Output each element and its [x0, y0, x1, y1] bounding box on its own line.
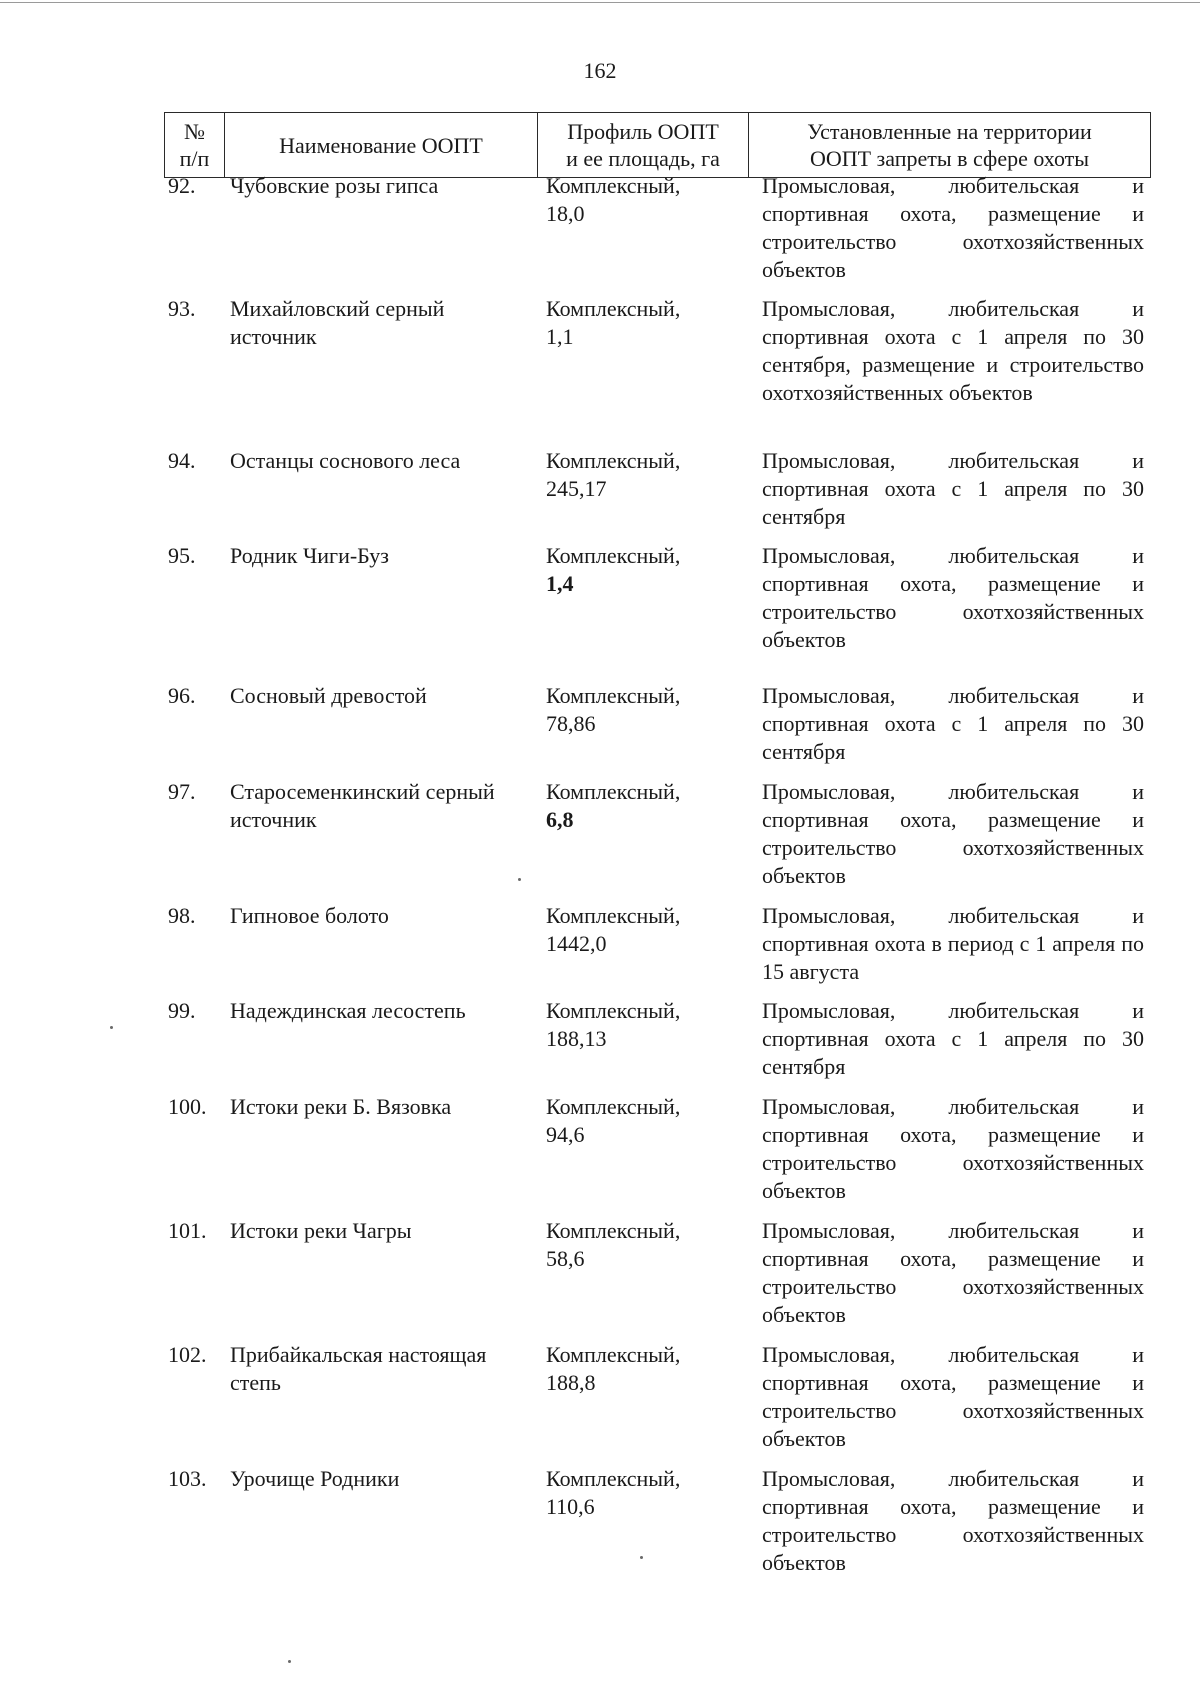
row-profile-type: Комплексный,	[546, 296, 681, 321]
row-area: 188,8	[546, 1370, 596, 1395]
row-bans: Промысловая, любительская и спортивная охота, размещение и строительство охотхозяйственных объектов	[762, 779, 1144, 888]
row-profile-type: Комплексный,	[546, 1094, 681, 1119]
row-name: Чубовские розы гипса	[230, 173, 439, 198]
row-profile-type: Комплексный,	[546, 1342, 681, 1367]
row-profile-type: Комплексный,	[546, 903, 681, 928]
header-name: Наименование ООПТ	[225, 113, 538, 178]
row-area: 1,4	[546, 571, 574, 596]
row-name: Урочище Родники	[230, 1466, 400, 1491]
row-name: Сосновый древостой	[230, 683, 427, 708]
row-area: 1442,0	[546, 931, 607, 956]
row-number: 100.	[168, 1094, 207, 1119]
row-profile-type: Комплексный,	[546, 448, 681, 473]
row-bans: Промысловая, любительская и спортивная охота, размещение и строительство охотхозяйственных объектов	[762, 543, 1144, 652]
row-area: 188,13	[546, 1026, 607, 1051]
row-area: 110,6	[546, 1494, 595, 1519]
row-bans: Промысловая, любительская и спортивная охота, размещение и строительство охотхозяйственных объектов	[762, 173, 1144, 282]
row-number: 102.	[168, 1342, 207, 1367]
row-profile	[546, 295, 746, 351]
row-profile	[546, 1093, 746, 1149]
row-profile	[546, 902, 746, 958]
row-name: Старосеменкинский серный источник	[230, 779, 495, 832]
row-number: 96.	[168, 683, 196, 708]
scan-speck	[640, 1556, 643, 1559]
row-number: 93.	[168, 296, 196, 321]
row-bans: Промысловая, любительская и спортивная охота с 1 апреля по 30 сентября	[762, 683, 1144, 764]
row-number: 103.	[168, 1466, 207, 1491]
row-number: 95.	[168, 543, 196, 568]
row-number: 99.	[168, 998, 196, 1023]
row-profile	[546, 682, 746, 738]
row-area: 1,1	[546, 324, 574, 349]
row-profile-type: Комплексный,	[546, 779, 681, 804]
row-number: 98.	[168, 903, 196, 928]
row-area: 58,6	[546, 1246, 585, 1271]
row-name: Истоки реки Чагры	[230, 1218, 412, 1243]
row-area: 78,86	[546, 711, 596, 736]
row-profile-type: Комплексный,	[546, 543, 681, 568]
row-profile	[546, 997, 746, 1053]
header-bans-line1: Установленные на территории	[807, 119, 1092, 144]
row-profile-type: Комплексный,	[546, 1466, 681, 1491]
scan-speck	[110, 1026, 113, 1029]
row-name: Прибайкальская настоящая степь	[230, 1342, 487, 1395]
row-profile	[546, 778, 746, 834]
row-bans: Промысловая, любительская и спортивная охота в период с 1 апреля по 15 августа	[762, 903, 1144, 984]
row-area: 18,0	[546, 201, 585, 226]
scan-speck	[288, 1660, 291, 1663]
scan-speck	[518, 878, 521, 881]
row-profile	[546, 1465, 746, 1521]
row-name: Гипновое болото	[230, 903, 389, 928]
row-bans: Промысловая, любительская и спортивная охота, размещение и строительство охотхозяйственных объектов	[762, 1094, 1144, 1203]
row-number: 97.	[168, 779, 196, 804]
row-profile	[546, 1341, 746, 1397]
row-profile	[546, 447, 746, 503]
row-name: Останцы соснового леса	[230, 448, 461, 473]
header-profile-line1: Профиль ООПТ	[567, 119, 719, 144]
row-profile	[546, 542, 746, 598]
row-name: Истоки реки Б. Вязовка	[230, 1094, 452, 1119]
page-number: 162	[583, 58, 617, 83]
row-area: 245,17	[546, 476, 607, 501]
row-bans: Промысловая, любительская и спортивная охота, размещение и строительство охотхозяйственных объектов	[762, 1218, 1144, 1327]
row-name: Михайловский серный источник	[230, 296, 445, 349]
row-profile-type: Комплексный,	[546, 173, 681, 198]
row-bans: Промысловая, любительская и спортивная охота с 1 апреля по 30 сентября	[762, 998, 1144, 1079]
row-number: 92.	[168, 173, 196, 198]
row-number: 101.	[168, 1218, 207, 1243]
row-name: Родник Чиги-Буз	[230, 543, 389, 568]
row-bans: Промысловая, любительская и спортивная охота, размещение и строительство охотхозяйственных объектов	[762, 1466, 1144, 1575]
row-profile-type: Комплексный,	[546, 998, 681, 1023]
header-bans-line2: ООПТ запреты в сфере охоты	[809, 146, 1090, 171]
row-bans: Промысловая, любительская и спортивная охота с 1 апреля по 30 сентября	[762, 448, 1144, 529]
row-number: 94.	[168, 448, 196, 473]
row-profile-type: Комплексный,	[546, 683, 681, 708]
header-number-abbrev: п/п	[179, 146, 210, 171]
row-area: 94,6	[546, 1122, 585, 1147]
row-profile-type: Комплексный,	[546, 1218, 681, 1243]
row-name: Надеждинская лесостепь	[230, 998, 466, 1023]
row-bans: Промысловая, любительская и спортивная охота, размещение и строительство охотхозяйственных объектов	[762, 1342, 1144, 1451]
row-area: 6,8	[546, 807, 574, 832]
header-number-symbol: №	[184, 119, 205, 144]
row-bans: Промысловая, любительская и спортивная охота с 1 апреля по 30 сентября, размещение и строительство охотхозяйственных объектов	[762, 296, 1144, 405]
header-profile-line2: и ее площадь, га	[566, 146, 720, 171]
row-profile	[546, 172, 746, 228]
row-profile	[546, 1217, 746, 1273]
